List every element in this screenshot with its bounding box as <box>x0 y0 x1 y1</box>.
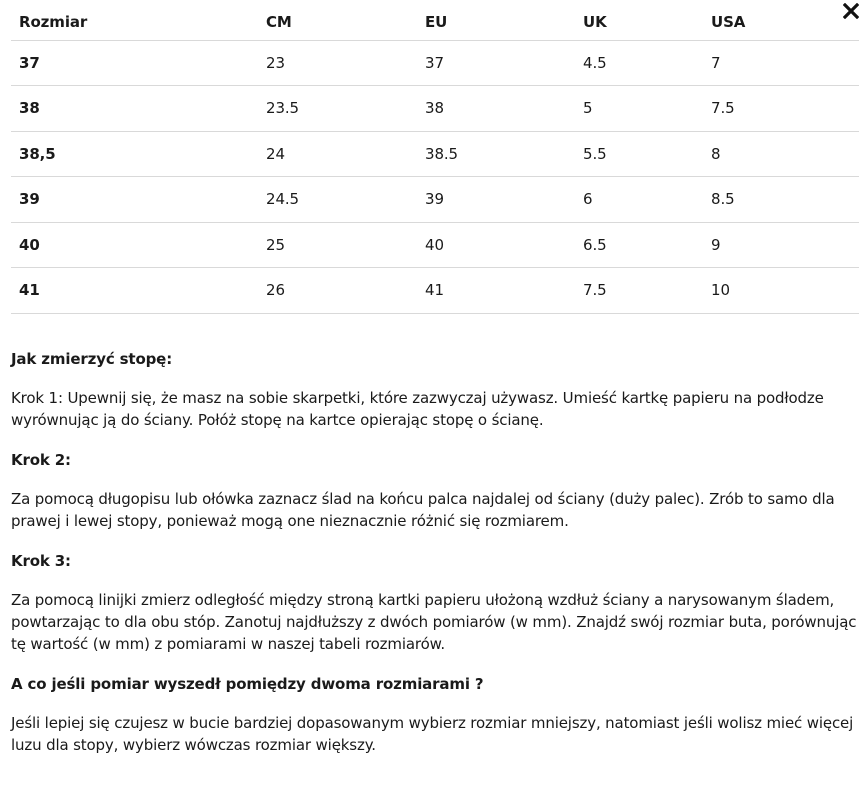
cell-size: 40 <box>11 222 258 268</box>
cell-cm: 26 <box>258 268 417 314</box>
cell-usa: 7.5 <box>703 86 859 132</box>
table-row <box>11 131 859 177</box>
step2-title: Krok 2: <box>11 451 71 469</box>
table-row <box>11 222 859 268</box>
cell-usa: 8.5 <box>703 177 859 223</box>
between-sizes-text: Jeśli lepiej się czujesz w bucie bardziej dopasowanym wybierz rozmiar mniejszy, natomiast jeśli wolisz mieć więcej luzu dla stopy, wybierz wówczas rozmiar większy. <box>11 714 854 754</box>
cell-cm: 24 <box>258 131 417 177</box>
cell-cm: 25 <box>258 222 417 268</box>
cell-size: 38,5 <box>11 131 258 177</box>
cell-usa: 7 <box>703 40 859 86</box>
cell-eu: 37 <box>417 40 575 86</box>
header-eu: EU <box>417 0 575 40</box>
table-row <box>11 40 859 86</box>
cell-usa: 8 <box>703 131 859 177</box>
step1-text: Krok 1: Upewnij się, że masz na sobie skarpetki, które zazwyczaj używasz. Umieść kartkę papieru na podłodze wyrównując ją do ściany. Połóż stopę na kartce opierając stopę o ścianę. <box>11 389 824 429</box>
header-usa: USA <box>703 0 859 40</box>
header-uk: UK <box>575 0 703 40</box>
cell-uk: 6 <box>575 177 703 223</box>
cell-usa: 10 <box>703 268 859 314</box>
cell-size: 39 <box>11 177 258 223</box>
cell-uk: 5.5 <box>575 131 703 177</box>
between-sizes-title: A co jeśli pomiar wyszedł pomiędzy dwoma rozmiarami ? <box>11 675 484 693</box>
step3-title: Krok 3: <box>11 552 71 570</box>
cell-size: 38 <box>11 86 258 132</box>
cell-eu: 38.5 <box>417 131 575 177</box>
table-row <box>11 268 859 314</box>
cell-cm: 24.5 <box>258 177 417 223</box>
cell-usa: 9 <box>703 222 859 268</box>
cell-eu: 39 <box>417 177 575 223</box>
cell-uk: 6.5 <box>575 222 703 268</box>
cell-uk: 7.5 <box>575 268 703 314</box>
cell-eu: 41 <box>417 268 575 314</box>
header-cm: CM <box>258 0 417 40</box>
cell-size: 37 <box>11 40 258 86</box>
table-row <box>11 177 859 223</box>
measurement-guide <box>11 348 861 756</box>
guide-title: Jak zmierzyć stopę: <box>11 350 173 368</box>
cell-eu: 40 <box>417 222 575 268</box>
cell-cm: 23 <box>258 40 417 86</box>
cell-eu: 38 <box>417 86 575 132</box>
cell-uk: 5 <box>575 86 703 132</box>
cell-cm: 23.5 <box>258 86 417 132</box>
step3-text: Za pomocą linijki zmierz odległość między stroną kartki papieru ułożoną wzdłuż ściany a narysowanym śladem, powtarzając to dla obu stóp. Zanotuj najdłuższy z dwóch pomiarów (w mm). Znajdź swój rozmiar buta, porównując tę wartość (w mm) z pomiarami w naszej tabeli rozmiarów. <box>11 591 857 653</box>
step2-text: Za pomocą długopisu lub ołówka zaznacz ślad na końcu palca najdalej od ściany (duży palec). Zrób to samo dla prawej i lewej stopy, ponieważ mogą one nieznacznie różnić się rozmiarem. <box>11 490 835 530</box>
table-header-row <box>11 0 859 40</box>
size-chart-table <box>11 0 859 314</box>
cell-size: 41 <box>11 268 258 314</box>
header-rozmiar: Rozmiar <box>11 0 258 40</box>
table-row <box>11 86 859 132</box>
cell-uk: 4.5 <box>575 40 703 86</box>
